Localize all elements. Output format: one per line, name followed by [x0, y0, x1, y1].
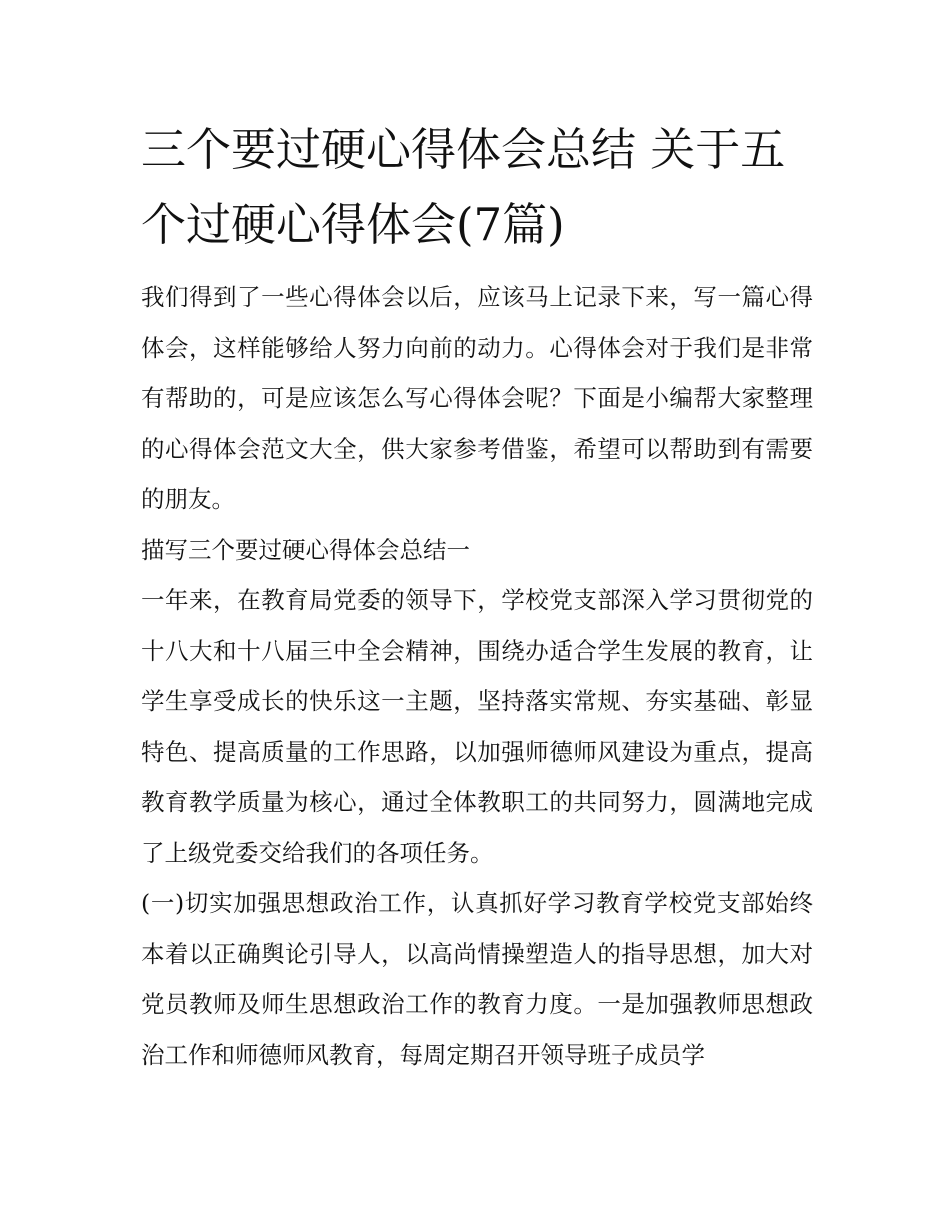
section-heading: 描写三个要过硬心得体会总结一 — [141, 535, 470, 564]
body-paragraph-1: 一年来，在教育局党委的领导下，学校党支部深入学习贯彻党的十八大和十八届三中全会精神，围绕办适合学生发展的教育，让学生享受成长的快乐这一主题，坚持落实常规、夯实基础、彰显特色、提高质量的工作思路，以加强师德师风建设为重点，提高教育教学质量为核心，通过全体教职工的共同努力，圆满地完成了上级党委交给我们的各项任务。 — [141, 586, 813, 867]
intro-paragraph: 我们得到了一些心得体会以后，应该马上记录下来，写一篇心得体会，这样能够给人努力向前的动力。心得体会对于我们是非常有帮助的，可是应该怎么写心得体会呢？下面是小编帮大家整理的心得体会范文大全，供大家参考借鉴，希望可以帮助到有需要的朋友。 — [141, 283, 813, 513]
body-paragraph-2: (一)切实加强思想政治工作，认真抓好学习教育学校党支部始终本着以正确舆论引导人，以高尚情操塑造人的指导思想，加大对党员教师及师生思想政治工作的教育力度。一是加强教师思想政治工作和师德师风教育，每周定期召开领导班子成员学 — [141, 889, 813, 1069]
document-body — [141, 112, 813, 1080]
document-title: 三个要过硬心得体会总结 关于五个过硬心得体会(7篇) — [141, 123, 786, 251]
